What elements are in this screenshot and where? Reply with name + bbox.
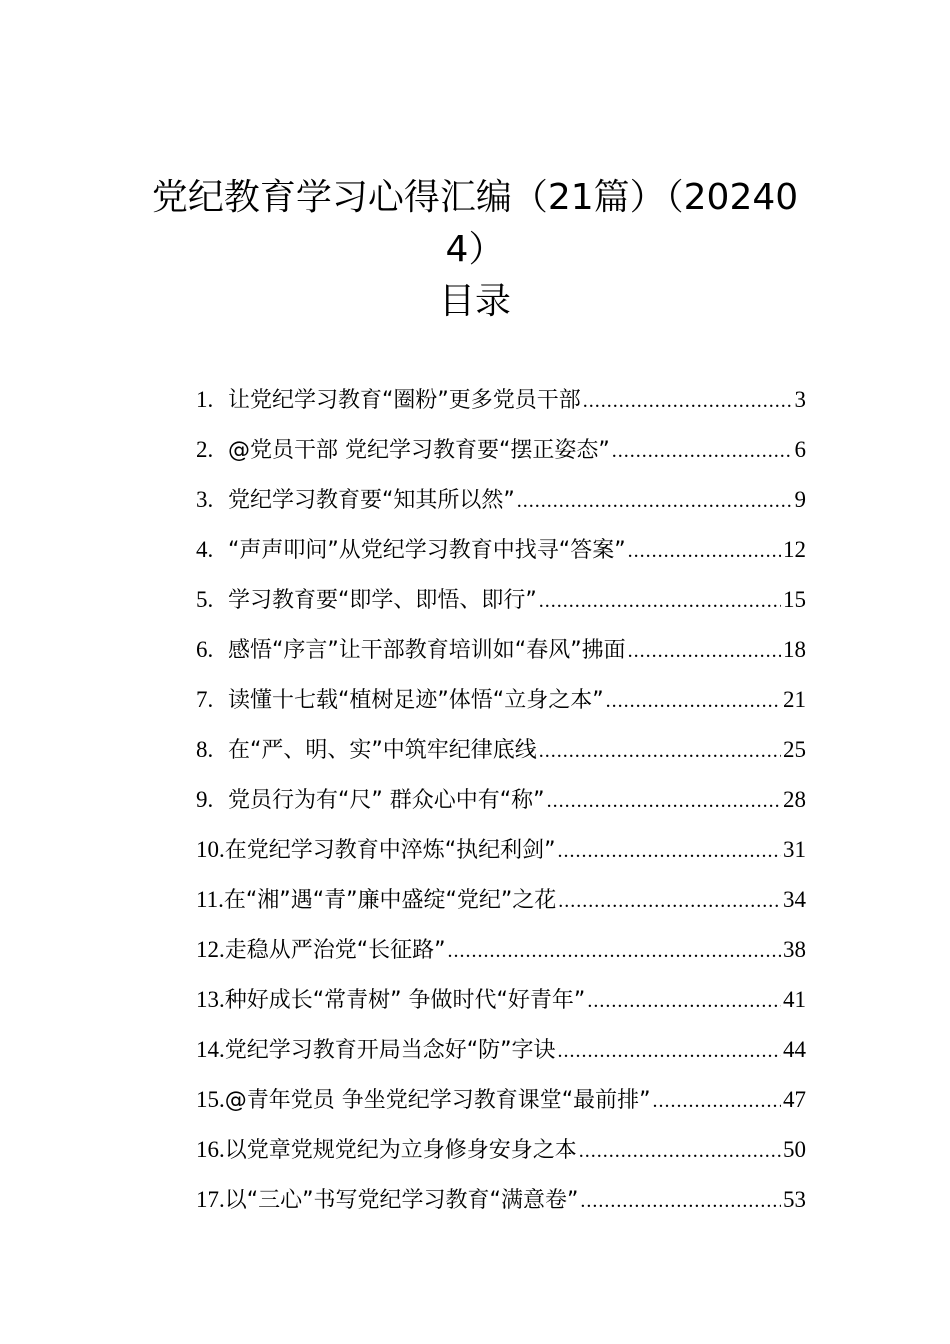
toc-dot-leader [579, 1131, 781, 1171]
toc-entry-page: 3 [794, 387, 806, 412]
toc-entry-page: 12 [783, 537, 806, 562]
toc-entry-number: 1. [196, 387, 214, 412]
toc-dot-leader [448, 931, 781, 971]
document-title-continuation: 4） [445, 229, 505, 270]
toc-dot-leader [580, 1181, 781, 1221]
toc-dot-leader [558, 1031, 781, 1071]
toc-dot-leader [583, 381, 793, 421]
toc-entry-number: 11. [196, 887, 224, 912]
toc-entry-title: 感悟“序言”让干部教育培训如“春风”拂面 [228, 638, 626, 663]
toc-dot-leader [539, 581, 781, 621]
toc-entry-title: 在“湘”遇“青”廉中盛绽“党纪”之花 [223, 888, 557, 913]
toc-entry-page: 50 [783, 1137, 806, 1162]
toc-entry-title: 党纪学习教育要“知其所以然” [228, 488, 515, 513]
toc-entry-title: 让党纪学习教育“圈粉”更多党员干部 [228, 388, 581, 413]
toc-entry-title: 种好成长“常青树” 争做时代“好青年” [224, 988, 586, 1013]
toc-entry[interactable] [196, 1130, 806, 1180]
toc-dot-leader [558, 881, 781, 921]
toc-entry-number: 2. [196, 437, 214, 462]
toc-entry-title: 在“严、明、实”中筑牢纪律底线 [228, 738, 537, 763]
toc-dot-leader [517, 481, 793, 521]
toc-entry-page: 9 [794, 487, 806, 512]
toc-entry[interactable] [196, 580, 806, 630]
toc-entry-page: 28 [783, 787, 806, 812]
toc-entry-title: 读懂十七载“植树足迹”体悟“立身之本” [228, 688, 604, 713]
toc-entry-page: 41 [783, 987, 806, 1012]
toc-dot-leader [628, 531, 781, 571]
toc-entry-number: 4. [196, 537, 214, 562]
toc-entry-number: 9. [196, 787, 214, 812]
toc-entry[interactable] [196, 830, 806, 880]
toc-entry-title: 在党纪学习教育中淬炼“执纪利剑” [224, 838, 556, 863]
toc-entry-title: 党员行为有“尺” 群众心中有“称” [228, 788, 545, 813]
toc-entry[interactable] [196, 430, 806, 480]
toc-dot-leader [612, 431, 793, 471]
toc-entry-title: @党员干部 党纪学习教育要“摆正姿态” [228, 438, 610, 463]
toc-entry-page: 31 [783, 837, 806, 862]
toc-entry[interactable] [196, 730, 806, 780]
toc-entry-number: 6. [196, 637, 214, 662]
toc-entry[interactable] [196, 480, 806, 530]
toc-entry-page: 21 [783, 687, 806, 712]
toc-dot-leader [653, 1081, 781, 1121]
toc-dot-leader [587, 981, 781, 1021]
toc-entry-number: 8. [196, 737, 214, 762]
toc-entry[interactable] [196, 780, 806, 830]
toc-entry-page: 6 [794, 437, 806, 462]
toc-entry-page: 53 [783, 1187, 806, 1212]
toc-entry-page: 44 [783, 1037, 806, 1062]
toc-entry[interactable] [196, 1030, 806, 1080]
toc-dot-leader [628, 631, 781, 671]
toc-entry-number: 12. [196, 937, 225, 962]
toc-entry-title: 以党章党规党纪为立身修身安身之本 [224, 1138, 577, 1163]
toc-heading: 目录 [438, 281, 511, 322]
toc-entry-number: 15. [196, 1087, 225, 1112]
toc-entry-page: 15 [783, 587, 806, 612]
toc-entry-number: 5. [196, 587, 214, 612]
toc-entry[interactable] [196, 1180, 806, 1230]
toc-entry-page: 34 [783, 887, 806, 912]
toc-entry-number: 14. [196, 1037, 225, 1062]
toc-entry-title: 党纪学习教育开局当念好“防”字诀 [224, 1038, 556, 1063]
toc-entry[interactable] [196, 930, 806, 980]
toc-entry-title: 走稳从严治党“长征路” [224, 938, 446, 963]
toc-entry[interactable] [196, 680, 806, 730]
table-of-contents [196, 380, 806, 1230]
toc-entry-page: 25 [783, 737, 806, 762]
toc-entry[interactable] [196, 1080, 806, 1130]
toc-entry-number: 10. [196, 837, 225, 862]
toc-entry-number: 13. [196, 987, 225, 1012]
toc-entry-number: 16. [196, 1137, 225, 1162]
toc-entry-page: 38 [783, 937, 806, 962]
toc-entry-number: 17. [196, 1187, 225, 1212]
toc-entry-title: 以“三心”书写党纪学习教育“满意卷” [224, 1188, 579, 1213]
toc-dot-leader [547, 781, 781, 821]
toc-dot-leader [606, 681, 781, 721]
toc-entry-number: 7. [196, 687, 214, 712]
toc-entry-page: 47 [783, 1087, 806, 1112]
toc-entry-title: “声声叩问”从党纪学习教育中找寻“答案” [228, 538, 626, 563]
toc-entry[interactable] [196, 880, 806, 930]
toc-entry[interactable] [196, 980, 806, 1030]
toc-entry[interactable] [196, 530, 806, 580]
toc-dot-leader [558, 831, 781, 871]
toc-entry[interactable] [196, 380, 806, 430]
toc-entry-title: @青年党员 争坐党纪学习教育课堂“最前排” [224, 1088, 651, 1113]
document-title: 党纪教育学习心得汇编（21篇）（20240 [151, 177, 799, 218]
toc-dot-leader [539, 731, 781, 771]
toc-entry-title: 学习教育要“即学、即悟、即行” [228, 588, 537, 613]
toc-entry[interactable] [196, 630, 806, 680]
toc-entry-page: 18 [783, 637, 806, 662]
toc-entry-number: 3. [196, 487, 214, 512]
